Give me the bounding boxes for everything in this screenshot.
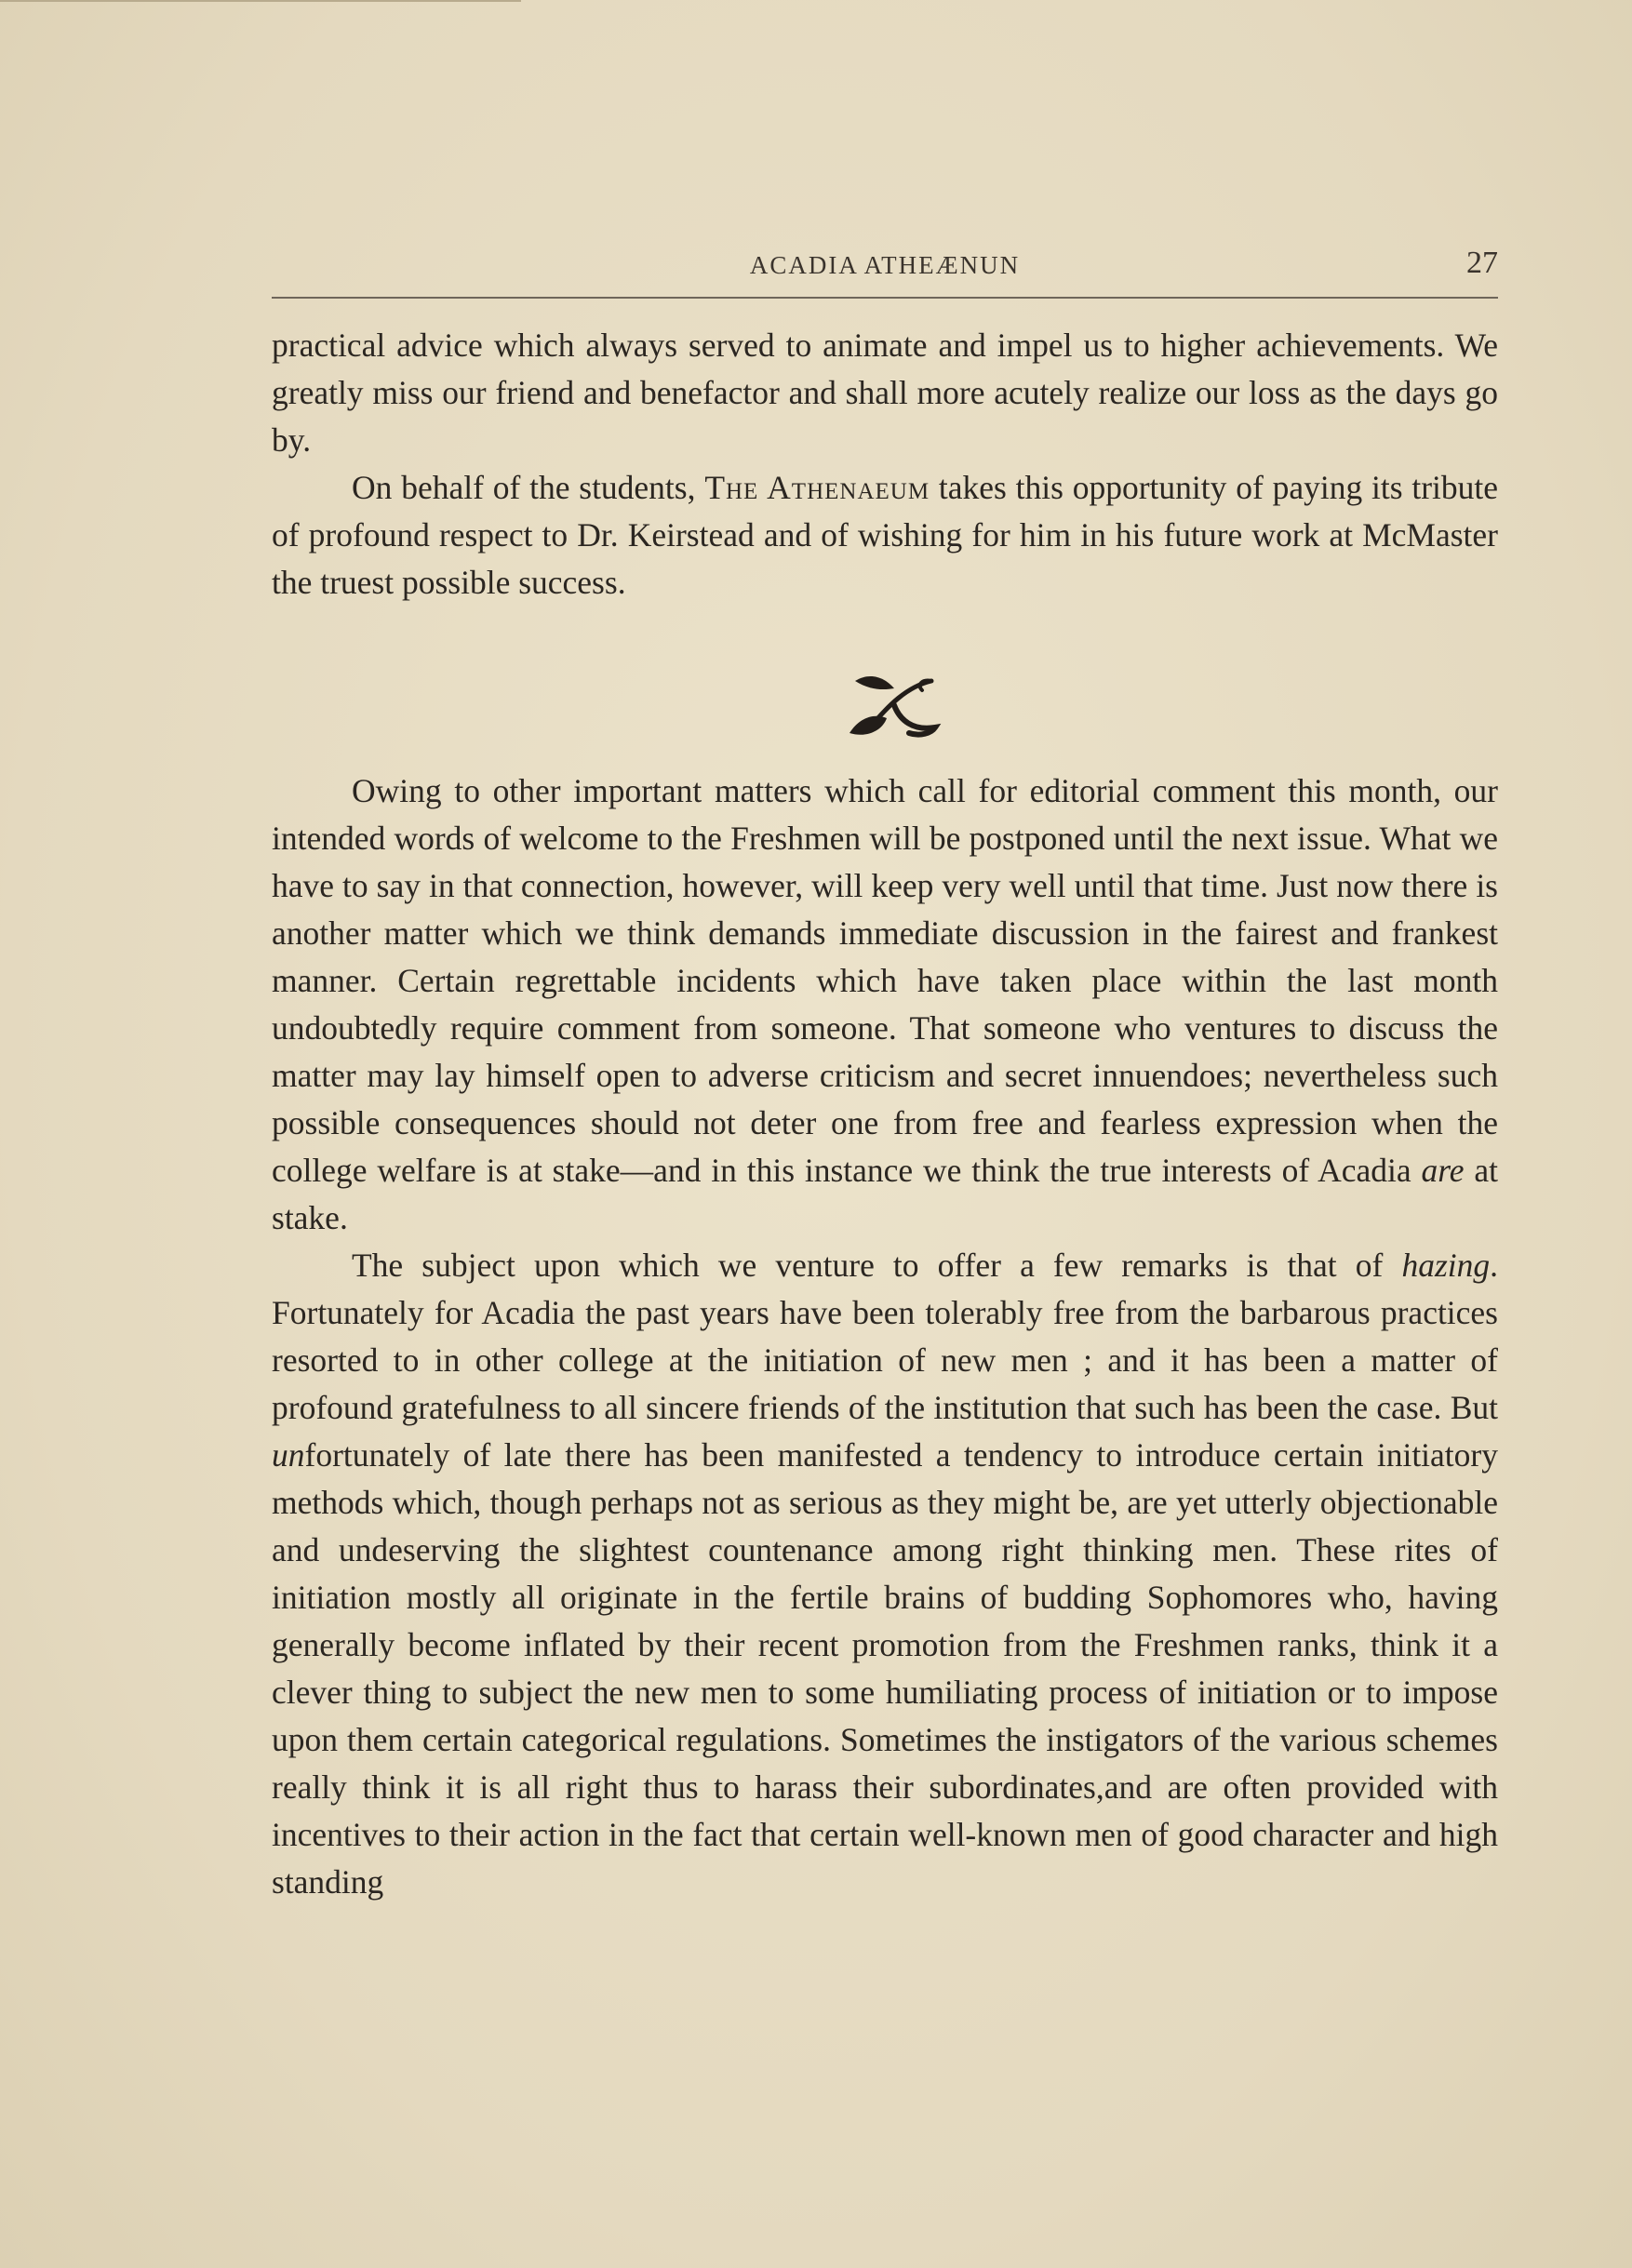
paragraph-text: On behalf of the students, bbox=[352, 469, 696, 506]
running-head bbox=[272, 246, 1498, 288]
emphasis: are bbox=[1421, 1152, 1465, 1189]
section-one bbox=[272, 322, 1498, 607]
paragraph-text: takes this opportunity of paying its tribute of profound respect to Dr. Keirstead and of wishing for him in his future work at McMaster the truest possible success. bbox=[272, 469, 1499, 601]
paragraph-text: The subject upon which we venture to offer a few remarks is that of bbox=[352, 1247, 1384, 1284]
paragraph-text: at stake. bbox=[272, 1152, 1499, 1236]
paragraph: practical advice which always served to animate and impel us to higher achievements. We greatly miss our friend and benefactor and shall more acutely realize our loss as the days go by. bbox=[272, 327, 1498, 459]
emphasis: hazing bbox=[1401, 1247, 1491, 1284]
journal-title: ACADIA ATHEÆNUN bbox=[749, 251, 1021, 279]
page-number: 27 bbox=[1466, 246, 1498, 280]
paragraph bbox=[272, 1242, 1498, 1906]
paragraph bbox=[272, 767, 1498, 1242]
paragraph-text: . Fortunately for Acadia the past years have been tolerably free from the barbarous practices resorted to in other college at the initiation of new men ; and it has been a matter of profound gratefulness to all sincere friends of the institution that such has been the case. But bbox=[272, 1247, 1499, 1426]
paragraph bbox=[272, 464, 1498, 607]
section-two bbox=[272, 767, 1498, 1906]
fleuron-icon bbox=[842, 668, 944, 742]
publication-name: The Athenaeum bbox=[704, 469, 930, 506]
header-rule bbox=[272, 297, 1498, 299]
emphasis: un bbox=[272, 1436, 305, 1474]
top-edge-rule bbox=[0, 0, 521, 2]
paragraph-text: fortunately of late there has been manifested a tendency to introduce certain initiatory methods which, though perhaps not as serious as they might be, are yet utterly objectionable and undeserving the slightest countenance among right thinking men. These rites of initiation mostly all originate in the fertile brains of budding Sophomores who, having generally become inflated by their recent promotion from the Freshmen ranks, think it a clever thing to subject the new men to some humiliating process of initiation or to impose upon them certain categorical regulations. Sometimes the instigators of the various schemes really think it is all right thus to harass their subordinates,and are often provided with incentives to their action in the fact that certain well-known men of good character and high standing bbox=[272, 1436, 1498, 1901]
paragraph-text: Owing to other important matters which call for editorial comment this month, our intended words of welcome to the Freshmen will be postponed until the next issue. What we have to say in that connection, however, will keep very well until that time. Just now there is another matter which we think demands immediate discussion in the fairest and frankest manner. Certain regrettable incidents which have taken place within the last month undoubtedly require comment from someone. That someone who ventures to discuss the matter may lay himself open to adverse criticism and secret innuendoes; nevertheless such possible consequences should not deter one from free and fearless expression when the college welfare is at stake—and in this instance we think the true interests of Acadia bbox=[272, 772, 1498, 1189]
